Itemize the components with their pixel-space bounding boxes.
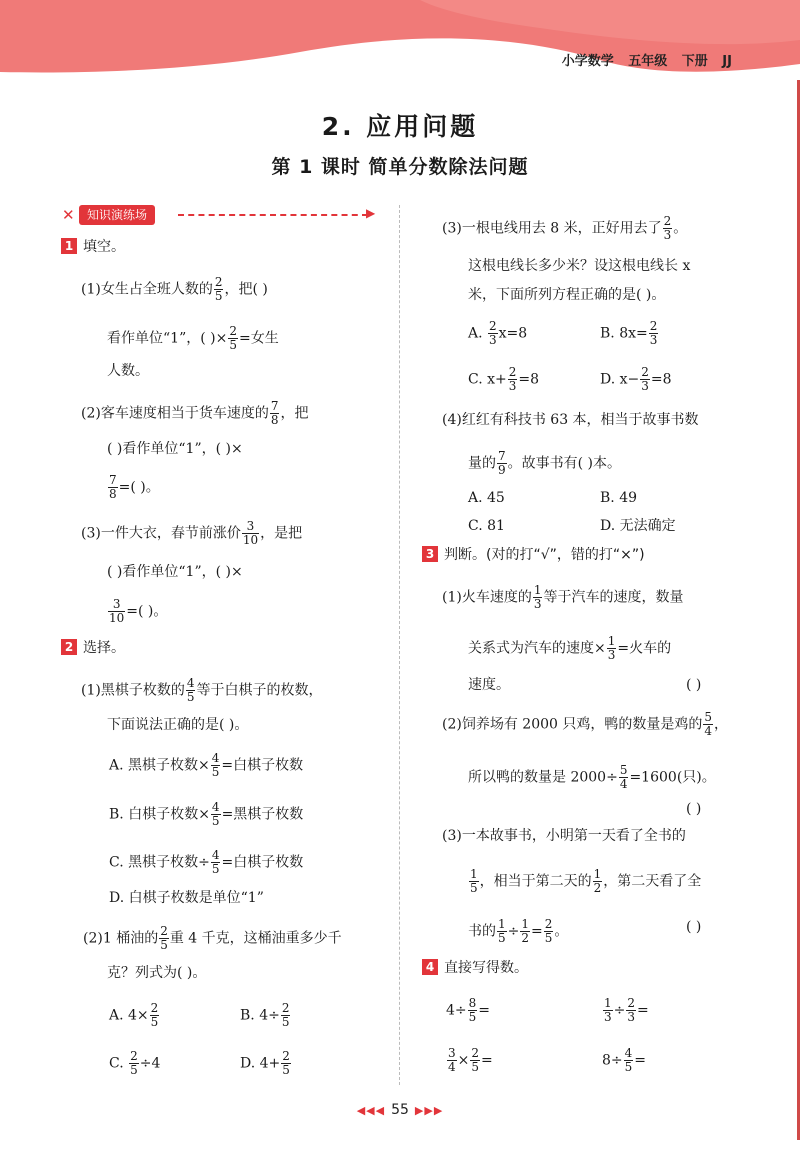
- fraction: $\frac{2}{5}$: [214, 275, 223, 303]
- banner-dashed-line: [178, 214, 368, 216]
- page-footer: [0, 1102, 800, 1118]
- q2-item2-option-d: D. 4+ $\frac{2}{5}$: [240, 1049, 290, 1077]
- fraction: $\frac{4}{5}$: [211, 800, 220, 828]
- fraction: $\frac{1}{3}$: [533, 583, 542, 611]
- q1-item2-line3: $\frac{7}{8}$ =( )。: [109, 473, 160, 501]
- q3-item3-answer-blank: ( ): [686, 919, 702, 935]
- column-divider: [399, 205, 400, 1085]
- q4-expression-3: $\frac{3}{4}$ × $\frac{2}{5}$ =: [448, 1046, 493, 1074]
- arrows-right-icon: ▶▶▶: [414, 1104, 444, 1117]
- q1-item2-line1: (2)客车速度相当于货车速度的 $\frac{7}{8}$ ，把: [81, 399, 309, 427]
- q2-item3-line3: 米，下面所列方程正确的是( )。: [468, 287, 666, 303]
- page-subtitle: 第 1 课时 简单分数除法问题: [271, 156, 529, 178]
- q2-item1-option-b: B. 白棋子枚数× $\frac{4}{5}$ =黑棋子枚数: [109, 800, 304, 828]
- q3-item2-line2: 所以鸭的数量是 2000÷ $\frac{5}{4}$ =1600(只)。: [468, 763, 716, 791]
- fraction: $\frac{2}{3}$: [641, 365, 649, 393]
- q3-item3-line3: 书的 $\frac{1}{5}$ ÷ $\frac{1}{2}$ = $\frac{2}{5}$ 。: [468, 917, 569, 945]
- q1-item1-line3: 人数。: [107, 363, 149, 379]
- fraction: $\frac{1}{3}$: [607, 634, 616, 662]
- fraction: $\frac{2}{5}$: [130, 1049, 138, 1077]
- fraction: $\frac{4}{5}$: [624, 1046, 633, 1074]
- question-number-badge: 3: [422, 546, 438, 562]
- question-heading-text: 填空。: [83, 239, 125, 255]
- arrows-left-icon: ◀◀◀: [356, 1104, 386, 1117]
- fraction: $\frac{2}{3}$: [649, 319, 658, 347]
- fraction: $\frac{3}{10}$: [242, 519, 259, 547]
- fraction: $\frac{1}{5}$: [498, 917, 506, 945]
- question-heading-text: 判断。(对的打“√”，错的打“×”): [444, 547, 645, 563]
- q3-item1-line2: 关系式为汽车的速度× $\frac{1}{3}$ =火车的: [468, 634, 672, 662]
- fraction: $\frac{7}{8}$: [270, 399, 279, 427]
- q2-item2-line2: 克？列式为( )。: [107, 965, 207, 981]
- q2-item2-option-a: A. 4× $\frac{2}{5}$: [109, 1001, 159, 1029]
- fraction: $\frac{3}{10}$: [109, 597, 125, 625]
- fraction: $\frac{2}{5}$: [160, 924, 168, 952]
- q2-item1-option-a: A. 黑棋子枚数× $\frac{4}{5}$ =白棋子枚数: [109, 751, 304, 779]
- fraction: $\frac{7}{8}$: [109, 473, 117, 501]
- question-number-badge: 4: [422, 959, 438, 975]
- q4-expression-2: $\frac{1}{3}$ ÷ $\frac{2}{3}$ =: [604, 996, 649, 1024]
- fraction: $\frac{7}{9}$: [498, 449, 506, 477]
- q2-item3-line2: 这根电线长多少米？设这根电线长 x: [468, 258, 691, 274]
- q2-item1-line1: (1)黑棋子枚数的 $\frac{4}{5}$ 等于白棋子的枚数，: [81, 676, 323, 704]
- fraction: $\frac{1}{2}$: [521, 917, 530, 945]
- fraction: $\frac{4}{5}$: [211, 848, 220, 876]
- q3-item1-answer-blank: ( ): [686, 677, 702, 693]
- question-number-badge: 2: [61, 639, 77, 655]
- fraction: $\frac{2}{3}$: [663, 214, 672, 242]
- q3-item2-line1: (2)饲养场有 2000 只鸡，鸭的数量是鸡的 $\frac{5}{4}$ ，: [442, 710, 729, 738]
- q4-expression-1: 4÷ $\frac{8}{5}$ =: [446, 996, 491, 1024]
- book-icon: ✕: [62, 206, 75, 224]
- fraction: $\frac{2}{3}$: [508, 365, 517, 393]
- q2-item2-option-b: B. 4÷ $\frac{2}{5}$: [240, 1001, 290, 1029]
- header-breadcrumb: 小学数学 五年级 下册 JJ: [561, 54, 732, 69]
- page-title: 2. 应用问题: [321, 112, 479, 141]
- fraction: $\frac{2}{5}$: [282, 1049, 290, 1077]
- fraction: $\frac{2}{5}$: [281, 1001, 290, 1029]
- fraction: $\frac{1}{5}$: [470, 867, 478, 895]
- fraction: $\frac{3}{4}$: [448, 1046, 456, 1074]
- q2-item2-option-c: C. $\frac{2}{5}$ ÷4: [109, 1049, 161, 1077]
- q2-item3-line1: (3)一根电线用去 8 米，正好用去了 $\frac{2}{3}$ 。: [442, 214, 688, 242]
- question-1-heading: [61, 238, 125, 256]
- q1-item3-line2: ( )看作单位“1”，( )×: [107, 564, 243, 580]
- q2-item1-option-c: C. 黑棋子枚数÷ $\frac{4}{5}$ =白棋子枚数: [109, 848, 304, 876]
- question-4-heading: [422, 959, 528, 977]
- q1-item3-line1: (3)一件大衣，春节前涨价 $\frac{3}{10}$ ，是把: [81, 519, 303, 547]
- q2-item4-option-b: B. 49: [600, 490, 638, 506]
- q2-item4-option-a: A. 45: [468, 490, 505, 506]
- page-number: 55: [391, 1102, 409, 1118]
- fraction: $\frac{2}{5}$: [471, 1046, 480, 1074]
- q2-item3-option-a: A. $\frac{2}{3}$ x=8: [468, 319, 528, 347]
- q2-item4-option-d: D. 无法确定: [600, 518, 676, 534]
- fraction: $\frac{2}{5}$: [544, 917, 553, 945]
- q2-item4-option-c: C. 81: [468, 518, 505, 534]
- q1-item1-line1: (1)女生占全班人数的 $\frac{2}{5}$ ，把( ): [81, 275, 268, 303]
- q3-item3-line2: $\frac{1}{5}$ ，相当于第二天的 $\frac{1}{2}$ ，第二天看了全: [470, 867, 702, 895]
- q2-item4-line1: (4)红红有科技书 63 本，相当于故事书数: [442, 412, 699, 428]
- question-heading-text: 直接写得数。: [444, 960, 528, 976]
- question-2-heading: [61, 639, 125, 657]
- fraction: $\frac{2}{5}$: [150, 1001, 159, 1029]
- fraction: $\frac{1}{3}$: [604, 996, 612, 1024]
- fraction: $\frac{2}{5}$: [229, 324, 237, 352]
- q4-expression-4: 8÷ $\frac{4}{5}$ =: [602, 1046, 647, 1074]
- q2-item3-option-b: B. 8x= $\frac{2}{3}$: [600, 319, 658, 347]
- q3-item1-line1: (1)火车速度的 $\frac{1}{3}$ 等于汽车的速度，数量: [442, 583, 684, 611]
- q2-item2-line1: (2)1 桶油的 $\frac{2}{5}$ 重 4 千克，这桶油重多少千: [83, 924, 342, 952]
- q2-item3-option-d: D. x− $\frac{2}{3}$ =8: [600, 365, 672, 393]
- fraction: $\frac{2}{3}$: [627, 996, 636, 1024]
- fraction: $\frac{5}{4}$: [619, 763, 628, 791]
- q3-item1-line3: 速度。: [468, 677, 510, 693]
- fraction: $\frac{1}{2}$: [593, 867, 602, 895]
- header-wave-band: [0, 0, 800, 82]
- q3-item3-line1: (3)一本故事书，小明第一天看了全书的: [442, 828, 686, 844]
- fraction: $\frac{5}{4}$: [704, 710, 713, 738]
- q1-item3-line3: $\frac{3}{10}$ =( )。: [109, 597, 168, 625]
- fraction: $\frac{2}{3}$: [489, 319, 497, 347]
- question-number-badge: 1: [61, 238, 77, 254]
- question-heading-text: 选择。: [83, 640, 125, 656]
- fraction: $\frac{4}{5}$: [186, 676, 195, 704]
- q1-item2-line2: ( )看作单位“1”，( )×: [107, 441, 243, 457]
- arrow-right-icon: ▶: [366, 206, 376, 220]
- q2-item4-line2: 量的 $\frac{7}{9}$ 。故事书有( )本。: [468, 449, 622, 477]
- q3-item2-answer-blank: ( ): [686, 801, 702, 817]
- q2-item1-line2: 下面说法正确的是( )。: [107, 717, 249, 733]
- q1-item1-line2: 看作单位“1”，( )× $\frac{2}{5}$ =女生: [107, 324, 279, 352]
- q2-item3-option-c: C. x+ $\frac{2}{3}$ =8: [468, 365, 540, 393]
- fraction: $\frac{4}{5}$: [211, 751, 220, 779]
- q2-item1-option-d: D. 白棋子枚数是单位“1”: [109, 890, 264, 906]
- section-banner-label: 知识演练场: [79, 205, 155, 225]
- fraction: $\frac{8}{5}$: [468, 996, 477, 1024]
- question-3-heading: [422, 546, 645, 564]
